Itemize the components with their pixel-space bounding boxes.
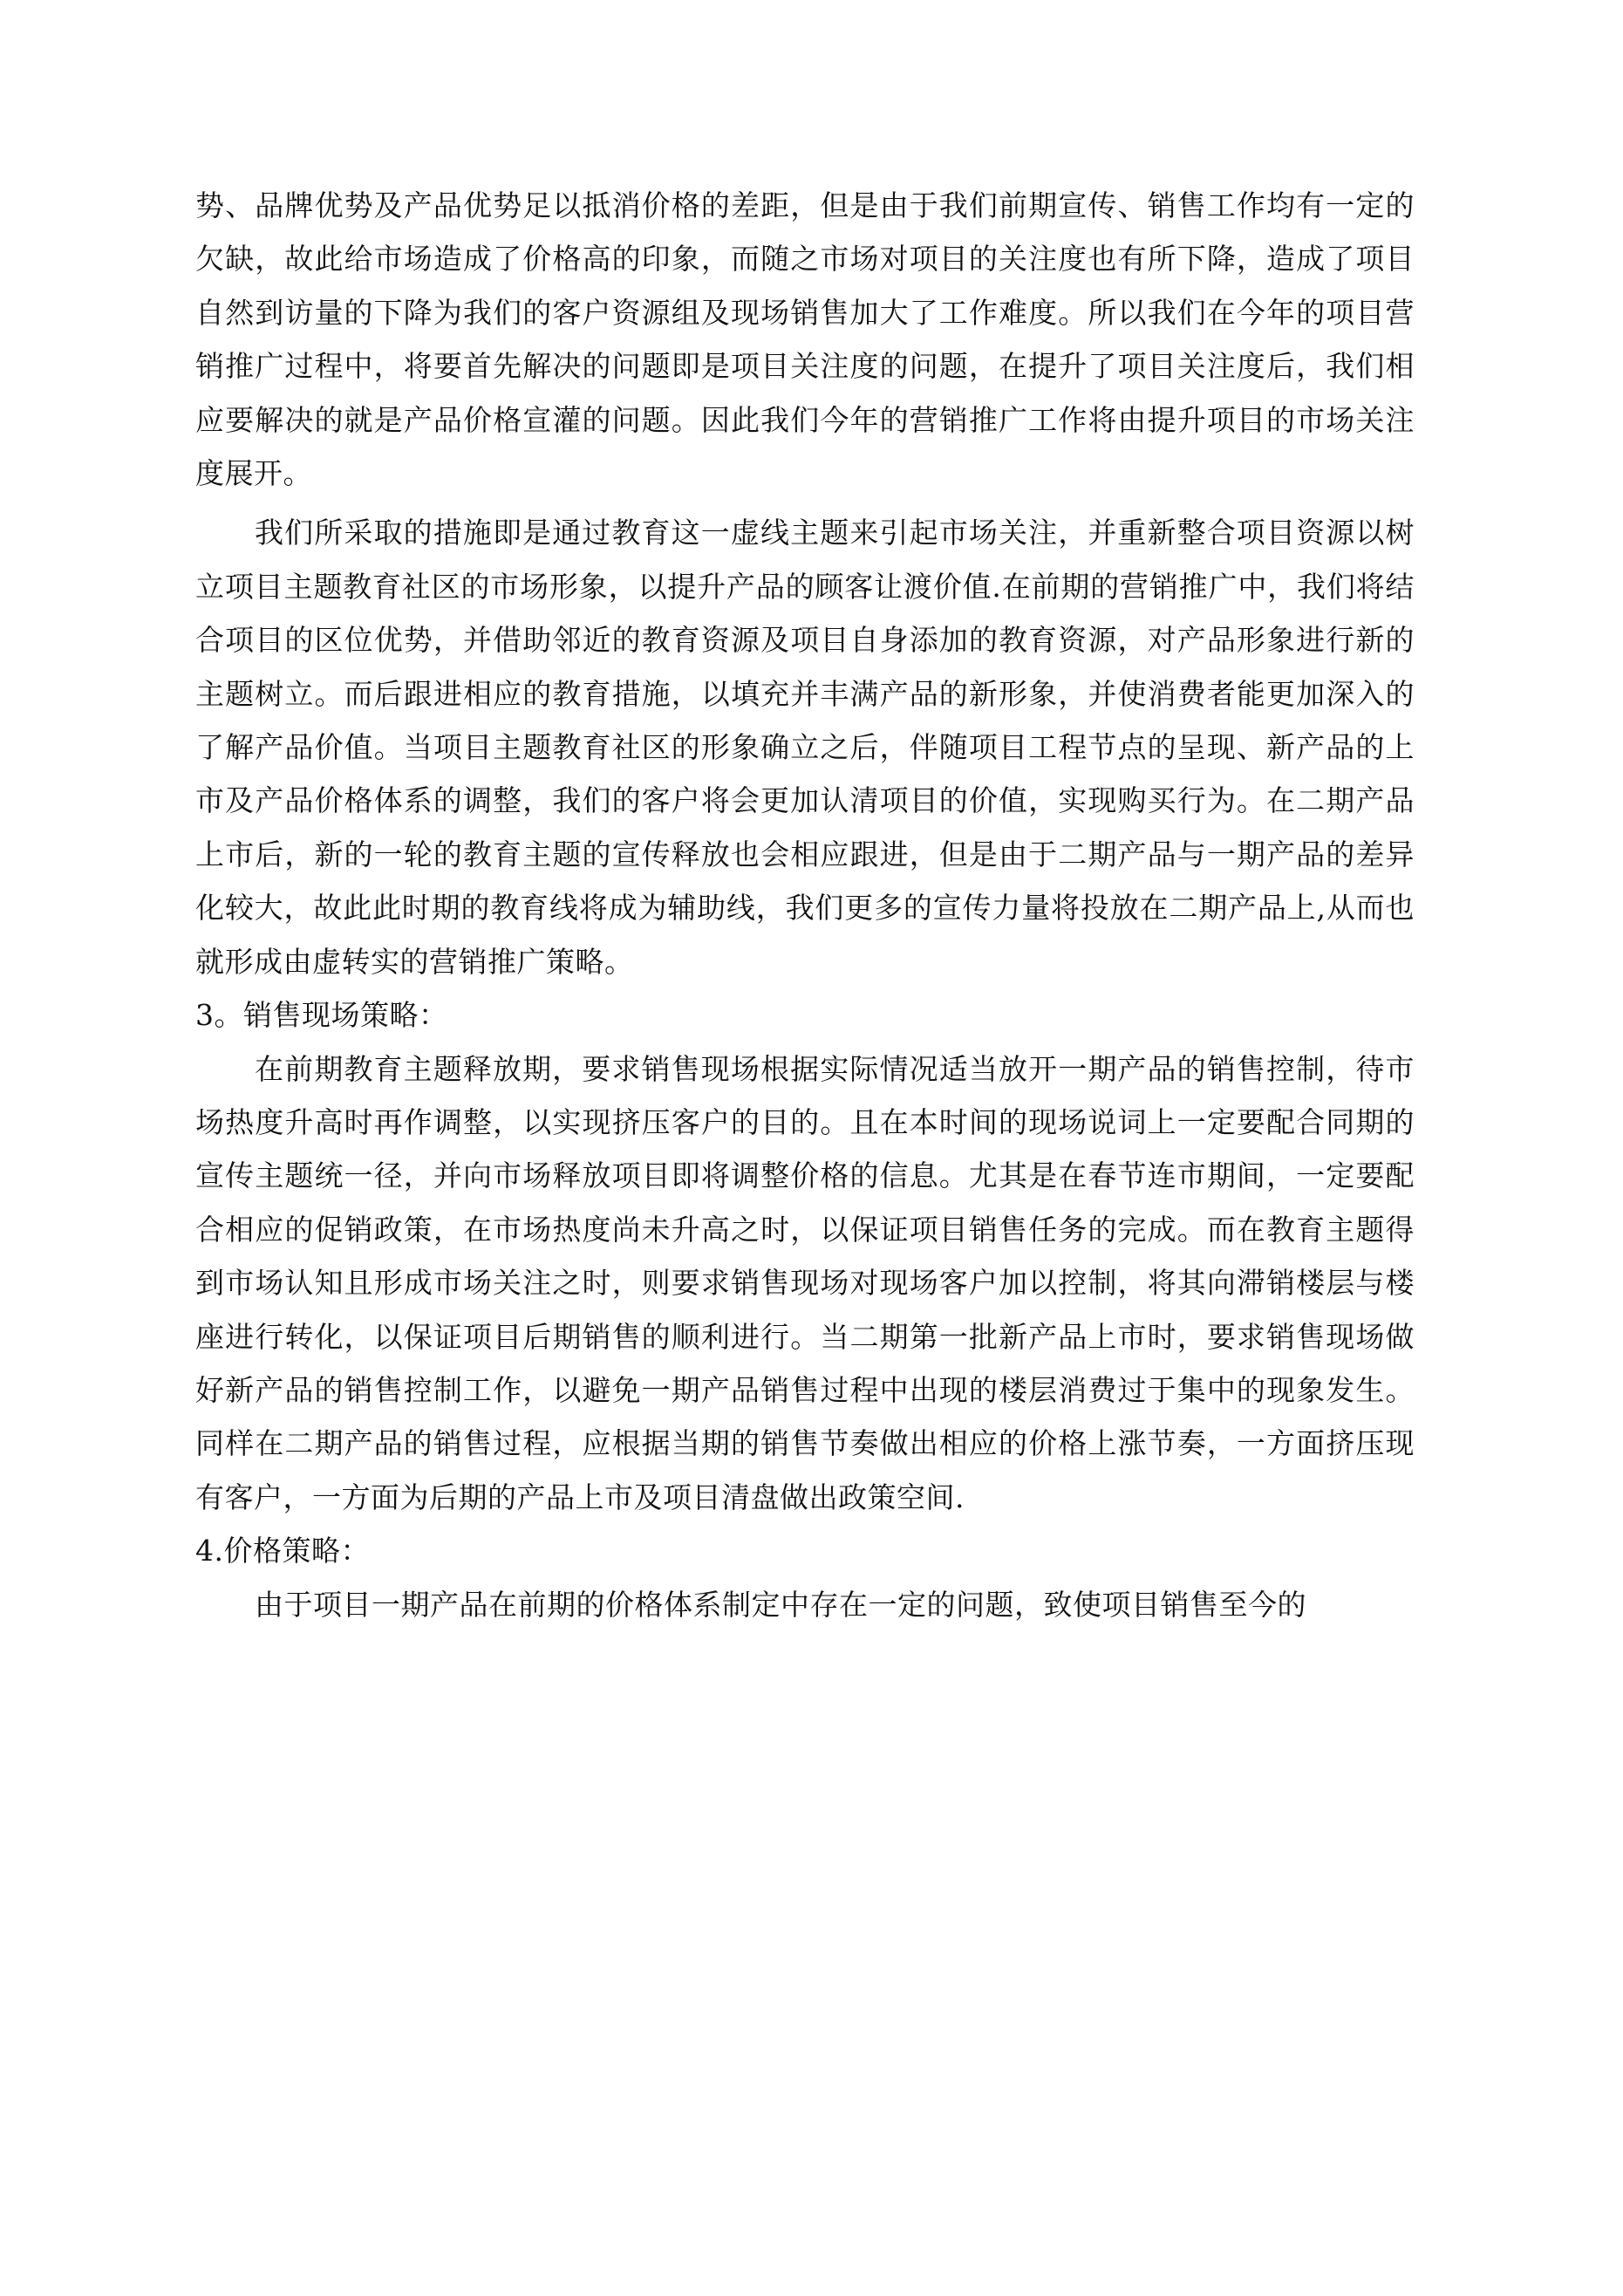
section-heading-sales-site-strategy: 3。销售现场策略： [195, 998, 448, 1033]
paragraph-education-theme-strategy: 我们所采取的措施即是通过教育这一虚线主题来引起市场关注，并重新整合项目资源以树立项目主题教育社区的市场形象，以提升产品的顾客让渡价值.在前期的营销推广中，我们将结合项目的区位优势，并借助邻近的教育资源及项目自身添加的教育资源，对产品形象进行新的主题树立。而后跟进相应的教育措施，以填充并丰满产品的新形象，并使消费者能更加深入的了解产品价值。当项目主题教育社区的形象确立之后，伴随项目工程节点的呈现、新产品的上市及产品价格体系的调整，我们的客户将会更加认清项目的价值，实现购买行为。在二期产品上市后，新的一轮的教育主题的宣传释放也会相应跟进，但是由于二期产品与一期产品的差异化较大，故此此时期的教育线将成为辅助线，我们更多的宣传力量将投放在二期产品上,从而也就形成由虚转实的营销推广策略。 [195, 516, 1415, 979]
document-body [195, 179, 1415, 1631]
paragraph-price-strategy: 由于项目一期产品在前期的价格体系制定中存在一定的问题，致使项目销售至今的 [255, 1587, 1306, 1622]
paragraph-market-attention: 势、品牌优势及产品优势足以抵消价格的差距，但是由于我们前期宣传、销售工作均有一定的欠缺，故此给市场造成了价格高的印象，而随之市场对项目的关注度也有所下降，造成了项目自然到访量的下降为我们的客户资源组及现场销售加大了工作难度。所以我们在今年的项目营销推广过程中，将要首先解决的问题即是项目关注度的问题，在提升了项目关注度后，我们相应要解决的就是产品价格宣灌的问题。因此我们今年的营销推广工作将由提升项目的市场关注度展开。 [195, 188, 1415, 491]
section-heading-price-strategy: 4.价格策略： [195, 1534, 370, 1568]
paragraph-sales-site-strategy: 在前期教育主题释放期，要求销售现场根据实际情况适当放开一期产品的销售控制，待市场热度升高时再作调整，以实现挤压客户的目的。且在本时间的现场说词上一定要配合同期的宣传主题统一径，并向市场释放项目即将调整价格的信息。尤其是在春节连市期间，一定要配合相应的促销政策，在市场热度尚未升高之时，以保证项目销售任务的完成。而在教育主题得到市场认知且形成市场关注之时，则要求销售现场对现场客户加以控制，将其向滞销楼层与楼座进行转化，以保证项目后期销售的顺利进行。当二期第一批新产品上市时，要求销售现场做好新产品的销售控制工作，以避免一期产品销售过程中出现的楼层消费过于集中的现象发生。同样在二期产品的销售过程，应根据当期的销售节奏做出相应的价格上涨节奏，一方面挤压现有客户，一方面为后期的产品上市及项目清盘做出政策空间. [195, 1051, 1415, 1514]
